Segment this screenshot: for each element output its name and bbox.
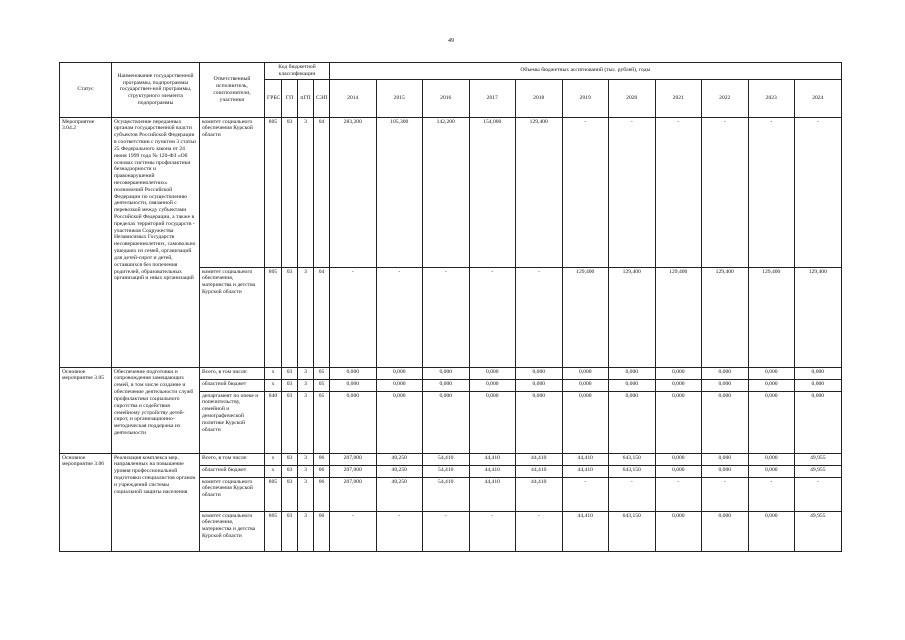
row-code: 3: [298, 453, 314, 465]
row-value: 643,150: [609, 511, 656, 551]
row-value: 154,000: [469, 117, 516, 267]
row-code: 840: [265, 391, 282, 453]
row-responsible: комитет социального обеспечения, материнства и детства Курской области: [200, 267, 265, 367]
row-value: -: [748, 477, 795, 511]
row-value: -: [469, 511, 516, 551]
row-value: 283,200: [330, 117, 377, 267]
row-name: Осуществление переданных органам государственной власти субъектов Российской Федерации в соответствии с пунктом 3 статьи 25 Федерального закона от 24 июня 1999 года № 120-ФЗ «Об основах системы профилактики безнадзорности и правонарушений несовершеннолетних» полномочий Российской Федерации по осуществлению деятельности, связанной с перевозкой между субъектами Российской Федерации, а также в пределах территорий государств - участников Содружества Независимых Государств несовершеннолетних, самовольно ушедших из семей, организаций для детей-сирот и детей, оставшихся без попечения родителей, образовательных организаций и иных организаций: [112, 117, 200, 367]
row-value: 54,410: [423, 465, 470, 477]
row-value: 0,000: [655, 391, 702, 453]
row-value: -: [702, 117, 749, 267]
row-name: Реализация комплекса мер, направленных на повышение уровня профессиональной подготовки специалистов органов и учреждений системы социальной защиты населения: [112, 453, 200, 551]
row-value: 0,000: [748, 511, 795, 551]
row-value: 142,200: [423, 117, 470, 267]
row-value: -: [376, 511, 423, 551]
row-code: x: [265, 367, 282, 379]
row-value: -: [702, 477, 749, 511]
row-value: 0,000: [423, 391, 470, 453]
row-code: 3: [298, 267, 314, 367]
row-status: Основное мероприятие 3.05: [60, 367, 112, 453]
row-responsible: комитет социального обеспечения, материнства и детства Курской области: [200, 511, 265, 551]
row-value: 207,000: [330, 465, 377, 477]
row-value: -: [562, 117, 609, 267]
row-value: 0,000: [376, 367, 423, 379]
row-value: 129,400: [795, 267, 842, 367]
row-value: 0,000: [330, 379, 377, 391]
row-code: 03: [282, 511, 298, 551]
row-code: 03: [282, 367, 298, 379]
row-value: 0,000: [702, 511, 749, 551]
header-year-2024: 2024: [795, 79, 842, 117]
row-code: 03: [282, 391, 298, 453]
row-value: 54,410: [423, 477, 470, 511]
header-year-2019: 2019: [562, 79, 609, 117]
row-code: 805: [265, 477, 282, 511]
row-code: 805: [265, 511, 282, 551]
row-code: 805: [265, 117, 282, 267]
row-value: 44,410: [469, 453, 516, 465]
row-value: 207,000: [330, 453, 377, 465]
row-name: Обеспечение подготовки и сопровождения замещающих семей, в том числе создание и обеспечение деятельности служб профилактики социального сиротства и содействия семейному устройству детей-сирот, и организационно-методическая поддержка их деятельности: [112, 367, 200, 453]
row-value: 0,000: [516, 379, 563, 391]
row-code: 06: [314, 477, 330, 511]
row-value: 129,400: [562, 267, 609, 367]
row-value: 0,000: [469, 379, 516, 391]
row-value: 643,150: [609, 465, 656, 477]
row-value: 44,410: [516, 453, 563, 465]
row-code: 04: [314, 117, 330, 267]
row-value: -: [609, 117, 656, 267]
budget-table: [59, 62, 842, 552]
row-value: 44,410: [562, 465, 609, 477]
row-value: 0,000: [469, 391, 516, 453]
row-code: 805: [265, 267, 282, 367]
header-year-2014: 2014: [330, 79, 377, 117]
row-code: 06: [314, 453, 330, 465]
row-value: -: [330, 267, 377, 367]
row-code: 3: [298, 511, 314, 551]
header-year-2016: 2016: [423, 79, 470, 117]
row-value: 49,955: [795, 453, 842, 465]
row-code: 05: [314, 391, 330, 453]
row-value: 0,000: [423, 367, 470, 379]
row-value: -: [330, 511, 377, 551]
row-value: 0,000: [748, 379, 795, 391]
header-year-2020: 2020: [609, 79, 656, 117]
row-value: 0,000: [702, 379, 749, 391]
row-value: 129,400: [748, 267, 795, 367]
row-code: 06: [314, 465, 330, 477]
header-year-2021: 2021: [655, 79, 702, 117]
row-value: 129,400: [655, 267, 702, 367]
row-value: 0,000: [376, 379, 423, 391]
header-year-2018: 2018: [516, 79, 563, 117]
header-status: Статус: [60, 63, 112, 118]
row-value: 0,000: [795, 379, 842, 391]
row-value: 0,000: [609, 367, 656, 379]
row-value: 0,000: [655, 511, 702, 551]
header-code-3: СЭП: [314, 79, 330, 117]
row-value: 49,955: [795, 465, 842, 477]
row-code: x: [265, 465, 282, 477]
row-value: 129,400: [609, 267, 656, 367]
header-name: Наименование государственной программы, подпрограммы государствен-ной программы, структурного элемента подпрограммы: [112, 63, 200, 118]
row-value: 0,000: [655, 465, 702, 477]
row-value: 0,000: [702, 453, 749, 465]
row-code: 04: [314, 267, 330, 367]
row-value: 0,000: [562, 367, 609, 379]
row-value: 129,400: [702, 267, 749, 367]
row-value: 54,410: [423, 453, 470, 465]
row-responsible: Всего, в том числе:: [200, 367, 265, 379]
header-code-0: ГРБС: [265, 79, 282, 117]
row-value: -: [655, 117, 702, 267]
row-value: -: [516, 511, 563, 551]
row-code: x: [265, 379, 282, 391]
table-row: [60, 367, 842, 379]
row-code: 03: [282, 465, 298, 477]
row-status: Основное мероприятие 3.06: [60, 453, 112, 551]
row-value: 0,000: [516, 367, 563, 379]
row-value: 0,000: [748, 453, 795, 465]
row-value: 0,000: [330, 367, 377, 379]
row-value: 44,410: [469, 465, 516, 477]
row-value: 0,000: [516, 391, 563, 453]
row-value: 44,410: [516, 465, 563, 477]
row-responsible: комитет социального обеспечения Курской области: [200, 477, 265, 511]
row-code: 03: [282, 117, 298, 267]
row-code: 3: [298, 367, 314, 379]
row-code: 05: [314, 379, 330, 391]
row-code: 03: [282, 267, 298, 367]
row-status: Мероприятие 3.04.2: [60, 117, 112, 367]
row-value: 643,150: [609, 453, 656, 465]
row-value: 0,000: [562, 391, 609, 453]
header-volume-group: Объемы бюджетных ассигнований (тыс. рублей), годы: [330, 63, 842, 80]
row-value: 44,410: [562, 511, 609, 551]
row-value: 44,410: [562, 453, 609, 465]
row-value: 0,000: [748, 465, 795, 477]
row-value: 44,410: [469, 477, 516, 511]
row-value: 0,000: [655, 379, 702, 391]
row-value: 0,000: [609, 379, 656, 391]
row-value: 40,250: [376, 453, 423, 465]
row-value: 44,410: [516, 477, 563, 511]
row-value: 0,000: [655, 367, 702, 379]
row-value: 0,000: [702, 391, 749, 453]
row-code: 3: [298, 391, 314, 453]
row-code: 3: [298, 379, 314, 391]
row-value: -: [516, 267, 563, 367]
row-value: 0,000: [795, 391, 842, 453]
row-value: 0,000: [655, 453, 702, 465]
row-value: -: [376, 267, 423, 367]
row-value: 0,000: [423, 379, 470, 391]
row-value: -: [423, 511, 470, 551]
header-year-2015: 2015: [376, 79, 423, 117]
header-responsible: Ответственный исполнитель, соисполнители, участники: [200, 63, 265, 118]
row-code: 03: [282, 477, 298, 511]
row-value: 105,300: [376, 117, 423, 267]
row-code: 05: [314, 367, 330, 379]
row-code: 3: [298, 465, 314, 477]
row-value: 49,955: [795, 511, 842, 551]
row-value: -: [609, 477, 656, 511]
row-responsible: комитет социального обеспечения Курской области: [200, 117, 265, 267]
row-value: -: [795, 117, 842, 267]
row-code: x: [265, 453, 282, 465]
row-value: 129,400: [516, 117, 563, 267]
row-value: 207,000: [330, 477, 377, 511]
row-value: 0,000: [748, 391, 795, 453]
row-value: 40,250: [376, 477, 423, 511]
row-value: -: [423, 267, 470, 367]
row-value: 0,000: [330, 391, 377, 453]
row-responsible: департамент по опеке и попечительству, семейной и демографической политике Курской области: [200, 391, 265, 453]
page-number: 49: [448, 38, 454, 44]
row-responsible: областной бюджет: [200, 465, 265, 477]
row-value: -: [469, 267, 516, 367]
header-year-2023: 2023: [748, 79, 795, 117]
row-value: -: [655, 477, 702, 511]
row-value: -: [795, 477, 842, 511]
row-code: 03: [282, 453, 298, 465]
table-row: [60, 453, 842, 465]
row-responsible: Всего, в том числе:: [200, 453, 265, 465]
row-value: 0,000: [748, 367, 795, 379]
row-value: -: [748, 117, 795, 267]
row-value: 0,000: [795, 367, 842, 379]
header-code-group: Код бюджетной классификации: [265, 63, 330, 80]
row-value: 0,000: [702, 465, 749, 477]
row-value: 0,000: [702, 367, 749, 379]
row-value: -: [562, 477, 609, 511]
header-code-1: ГП: [282, 79, 298, 117]
table-row: [60, 117, 842, 267]
row-value: 0,000: [376, 391, 423, 453]
header-year-2022: 2022: [702, 79, 749, 117]
row-code: 3: [298, 477, 314, 511]
row-code: 03: [282, 379, 298, 391]
row-code: 3: [298, 117, 314, 267]
header-code-2: пГП: [298, 79, 314, 117]
row-value: 0,000: [469, 367, 516, 379]
row-value: 40,250: [376, 465, 423, 477]
row-value: 0,000: [562, 379, 609, 391]
row-responsible: областной бюджет: [200, 379, 265, 391]
row-value: 0,000: [609, 391, 656, 453]
header-year-2017: 2017: [469, 79, 516, 117]
row-code: 06: [314, 511, 330, 551]
